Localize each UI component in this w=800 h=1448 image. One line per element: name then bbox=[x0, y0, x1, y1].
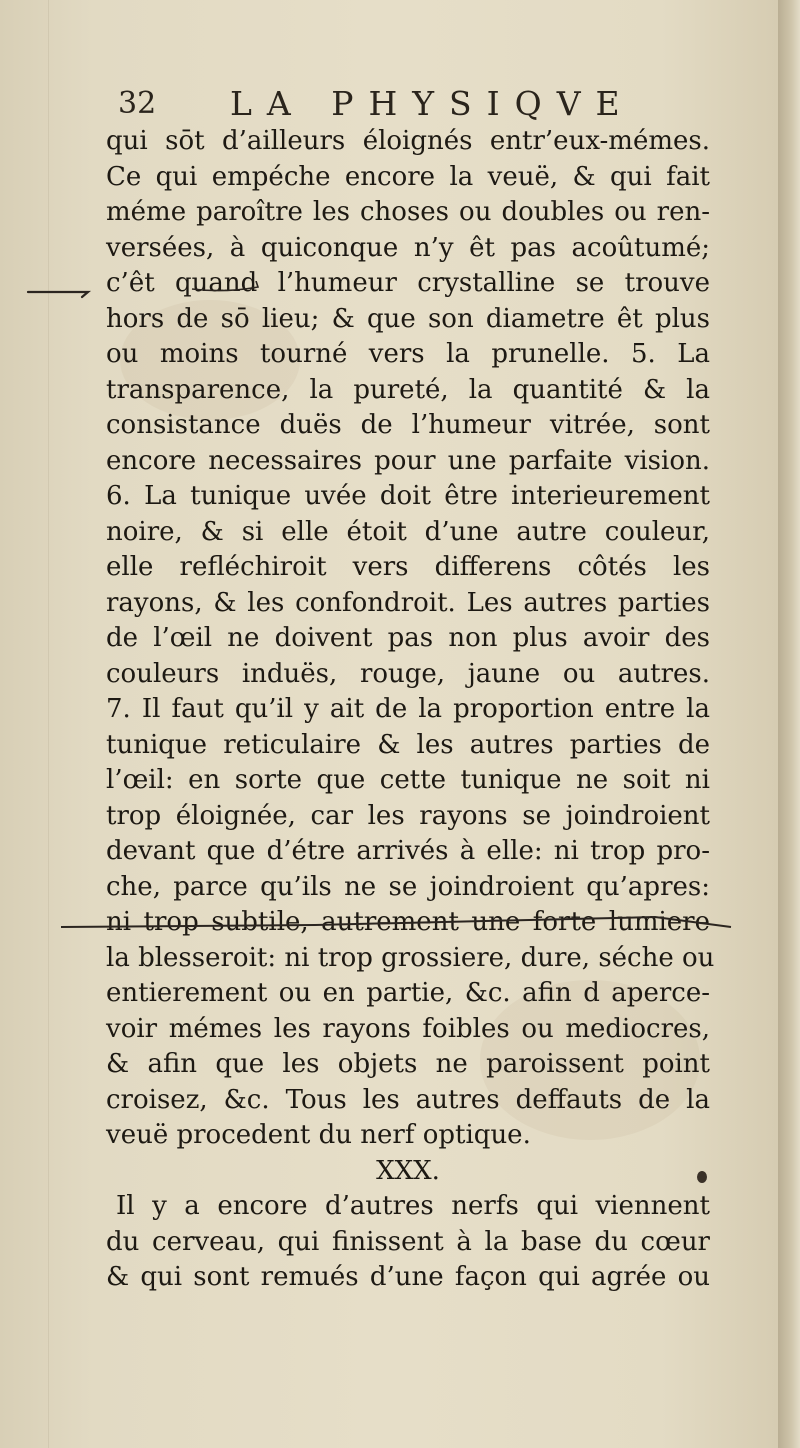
page-fold-line bbox=[48, 0, 49, 1448]
section-heading: XXX. bbox=[376, 1155, 440, 1186]
text-line: méme paroître les choses ou doubles ou ren- bbox=[106, 197, 710, 227]
pen-underline-annotation bbox=[190, 281, 260, 293]
text-line: hors de sō lieu; & que son diametre êt plus bbox=[106, 303, 710, 334]
pen-strike-line bbox=[55, 905, 735, 935]
body-text bbox=[106, 124, 715, 1296]
text-line: 6. La tunique uvée doit être interieurement bbox=[106, 481, 710, 511]
text-line: & qui sont remués d’une façon qui agrée ou bbox=[106, 1262, 710, 1292]
text-line: encore necessaires pour une parfaite vision. bbox=[106, 445, 710, 476]
text-line: ou moins tourné vers la prunelle. 5. La bbox=[106, 339, 710, 369]
text-line: noire, & si elle étoit d’une autre couleur, bbox=[106, 516, 710, 547]
ink-spot bbox=[697, 1171, 707, 1183]
text-line: c’êt quand l’humeur crystalline se trouve bbox=[106, 268, 710, 298]
text-line: consistance duës de l’humeur vitrée, sont bbox=[106, 410, 710, 440]
text-line: transparence, la pureté, la quantité & la bbox=[106, 374, 710, 405]
page-edge bbox=[778, 0, 800, 1448]
text-line: che, parce qu’ils ne se joindroient qu’apres: bbox=[106, 871, 710, 902]
page-header bbox=[118, 84, 678, 128]
text-line: rayons, & les confondroit. Les autres parties bbox=[106, 587, 710, 618]
text-line: l’œil: en sorte que cette tunique ne soit ni bbox=[106, 765, 710, 795]
text-line: du cerveau, qui finissent à la base du cœur bbox=[106, 1226, 710, 1257]
page-number: 32 bbox=[118, 86, 157, 121]
text-line: Ce qui empéche encore la veuë, & qui fait bbox=[106, 161, 710, 192]
text-line: couleurs induës, rouge, jaune ou autres. bbox=[106, 658, 710, 689]
text-line: veuë procedent du nerf optique. bbox=[106, 1120, 531, 1150]
text-line: Il y a encore d’autres nerfs qui viennent bbox=[116, 1191, 710, 1221]
text-line: entierement ou en partie, &c. afin d aperce- bbox=[106, 978, 710, 1008]
text-line: croisez, &c. Tous les autres deffauts de la bbox=[106, 1084, 710, 1115]
text-line: devant que d’étre arrivés à elle: ni trop pro- bbox=[106, 836, 710, 866]
text-line: elle refléchiroit vers differens côtés les bbox=[106, 552, 710, 582]
running-title: LA PHYSIQVE bbox=[230, 84, 635, 123]
text-line: 7. Il faut qu’il y ait de la proportion entre la bbox=[106, 694, 710, 724]
text-line: la blesseroit: ni trop grossiere, dure, séche ou bbox=[106, 942, 715, 973]
text-line: trop éloignée, car les rayons se joindroient bbox=[106, 800, 710, 831]
text-line: qui sōt d’ailleurs éloignés entr’eux-mémes. bbox=[106, 126, 710, 156]
text-line: versées, à quiconque n’y êt pas acoûtumé; bbox=[106, 232, 710, 263]
pen-arrow-annotation bbox=[26, 280, 96, 300]
text-line: & afin que les objets ne paroissent point bbox=[106, 1049, 710, 1079]
text-line: tunique reticulaire & les autres parties de bbox=[106, 729, 710, 760]
text-line: voir mémes les rayons foibles ou mediocres, bbox=[106, 1013, 710, 1044]
text-line: ni trop subtile, autrement une forte lumiere bbox=[106, 907, 710, 937]
text-line: de l’œil ne doivent pas non plus avoir des bbox=[106, 623, 710, 653]
